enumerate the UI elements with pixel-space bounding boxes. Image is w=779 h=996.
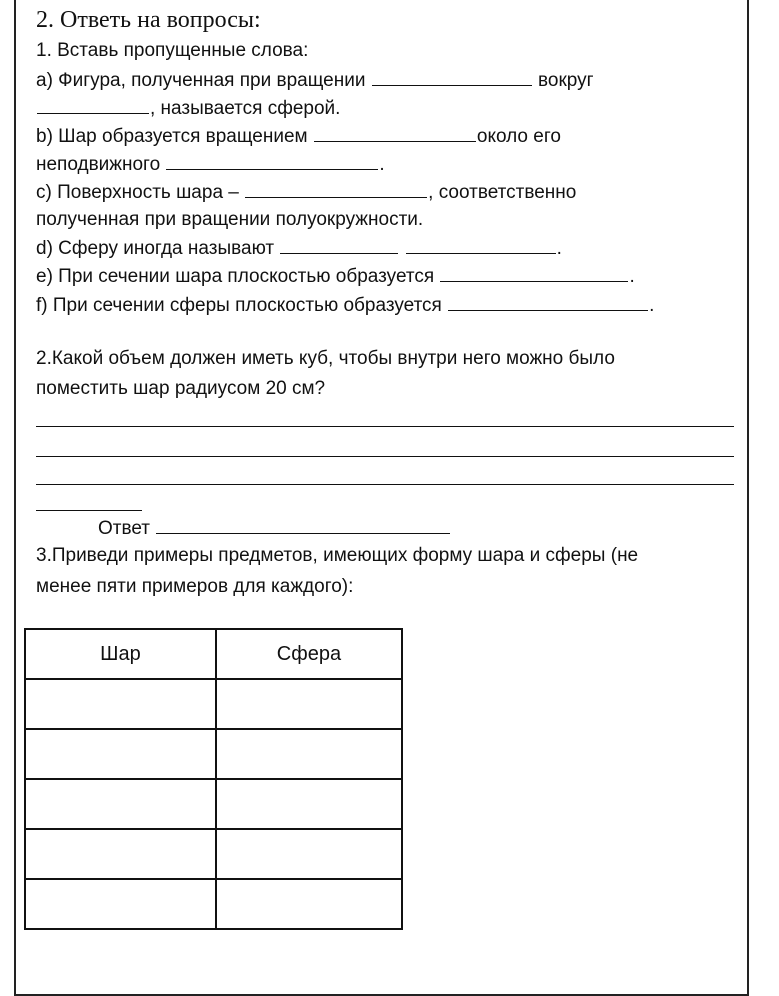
q1-b-line2 (36, 153, 385, 176)
q3-line2: менее пяти примеров для каждого): (36, 576, 354, 597)
q1-e-line (36, 265, 635, 288)
blank-d1[interactable] (280, 237, 398, 254)
table-row (25, 679, 402, 729)
cell-ball[interactable] (25, 679, 216, 729)
blank-f1[interactable] (448, 294, 648, 311)
header-sphere: Сфера (216, 629, 402, 679)
cell-ball[interactable] (25, 879, 216, 929)
blank-c1[interactable] (245, 181, 427, 198)
q1-b-end: . (379, 154, 385, 175)
q1-b-text2: около его (476, 126, 561, 147)
q2-answer-line-1[interactable] (36, 426, 734, 427)
q1-d-line (36, 237, 562, 260)
table-header-row (25, 629, 402, 679)
q1-c-text2: , соответственно (428, 182, 577, 203)
q1-c-text1: c) Поверхность шара – (36, 182, 239, 203)
table-row (25, 729, 402, 779)
q1-b-text1: b) Шар образуется вращением (36, 126, 308, 147)
blank-e1[interactable] (440, 265, 628, 282)
q1-b-text3: неподвижного (36, 154, 161, 175)
q1-a-text2: вокруг (538, 70, 594, 91)
q1-d-end: . (556, 238, 562, 259)
cell-sphere[interactable] (216, 779, 402, 829)
q1-f-line (36, 294, 654, 317)
q2-answer-line-3[interactable] (36, 484, 734, 485)
q1-c-line2: полученная при вращении полуокружности. (36, 209, 424, 230)
q3-line1: 3.Приведи примеры предметов, имеющих форму шара и сферы (не (36, 545, 639, 566)
q1-d-text1: d) Сферу иногда называют (36, 238, 275, 259)
blank-a2[interactable] (37, 97, 149, 114)
examples-table (24, 628, 403, 930)
q1-c-line1 (36, 181, 576, 204)
q2-line1: 2.Какой объем должен иметь куб, чтобы внутри него можно было (36, 348, 615, 369)
q2-answer-row (98, 517, 451, 540)
q1-a-text3: , называется сферой. (150, 98, 341, 119)
q1-a-line1 (36, 69, 594, 92)
table-row (25, 879, 402, 929)
cell-ball[interactable] (25, 829, 216, 879)
q1-heading: 1. Вставь пропущенные слова: (36, 40, 309, 61)
cell-sphere[interactable] (216, 829, 402, 879)
header-ball: Шар (25, 629, 216, 679)
q2-line2: поместить шар радиусом 20 см? (36, 378, 326, 399)
blank-a1[interactable] (372, 69, 532, 86)
q1-b-line1 (36, 125, 561, 148)
blank-d2[interactable] (406, 237, 556, 254)
q1-e-text1: e) При сечении шара плоскостью образуется (36, 266, 435, 287)
task-title: 2. Ответь на вопросы: (36, 7, 261, 33)
cell-ball[interactable] (25, 779, 216, 829)
q1-f-end: . (649, 295, 655, 316)
q1-e-end: . (629, 266, 635, 287)
blank-b2[interactable] (166, 153, 378, 170)
cell-sphere[interactable] (216, 879, 402, 929)
cell-sphere[interactable] (216, 729, 402, 779)
table-row (25, 779, 402, 829)
q2-answer-line-4[interactable] (36, 510, 142, 511)
q1-f-text1: f) При сечении сферы плоскостью образуется (36, 295, 442, 316)
q1-a-line2 (36, 97, 340, 120)
cell-sphere[interactable] (216, 679, 402, 729)
q2-answer-line-2[interactable] (36, 456, 734, 457)
q1-a-text1: а) Фигура, полученная при вращении (36, 70, 366, 91)
cell-ball[interactable] (25, 729, 216, 779)
q2-answer-label: Ответ (98, 518, 150, 539)
table-row (25, 829, 402, 879)
blank-b1[interactable] (314, 125, 476, 142)
q2-answer-blank[interactable] (156, 517, 450, 534)
